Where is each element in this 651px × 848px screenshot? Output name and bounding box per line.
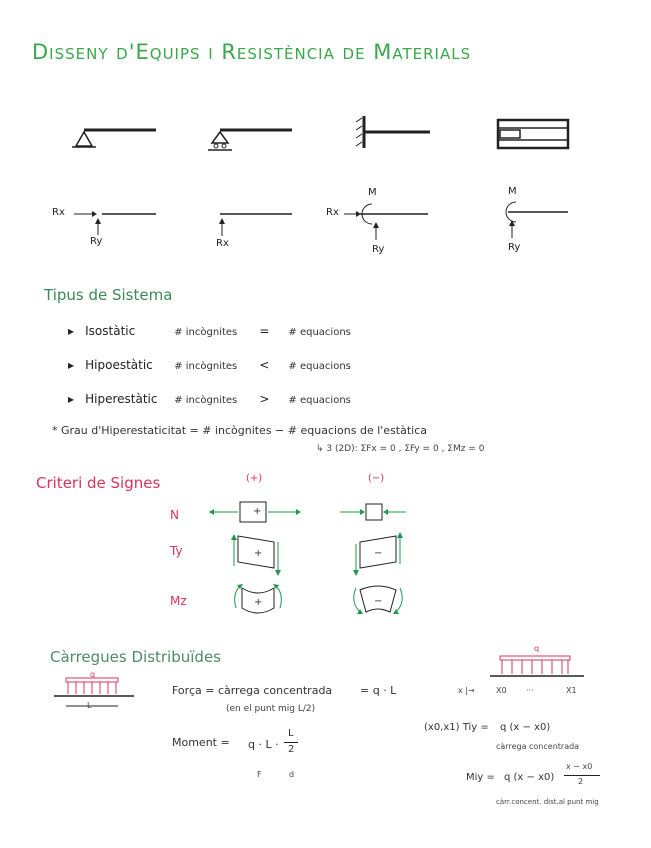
criteri-heading: Criteri de Signes bbox=[36, 474, 161, 492]
tipus-row-hipoestatic: ▸ Hipoestàtic # incògnites < # equacions bbox=[68, 358, 351, 372]
carregues-heading: Càrregues Distribuïdes bbox=[50, 648, 221, 666]
load-l-label: L bbox=[87, 701, 92, 710]
criteri-ty-label: Ty bbox=[170, 544, 183, 558]
x0-label: X0 bbox=[496, 686, 507, 695]
ty-plus-sign: + bbox=[254, 548, 263, 559]
moment-frac-num: L bbox=[288, 728, 294, 739]
moment-expression: q · L · bbox=[248, 738, 279, 751]
reaction-diagrams bbox=[40, 180, 620, 260]
label-ry-3: Ry bbox=[372, 244, 385, 255]
m-equation-mid: q (x − x0) bbox=[504, 772, 555, 783]
label-rx-1: Rx bbox=[52, 207, 65, 218]
fixed-support-icon bbox=[356, 116, 430, 148]
bullet-icon: ▸ bbox=[68, 324, 75, 338]
m-note: càrr.concent. dist.al punt mig bbox=[496, 798, 599, 806]
m-frac-den: 2 bbox=[578, 777, 584, 786]
under-d: d bbox=[289, 770, 295, 779]
mz-minus-sign: − bbox=[374, 596, 383, 607]
support-diagrams bbox=[60, 110, 620, 170]
criteri-mz-label: Mz bbox=[170, 594, 187, 608]
m-equation-left: Miy = bbox=[466, 772, 495, 783]
tipus-heading: Tipus de Sistema bbox=[44, 286, 173, 304]
tipus-row-hiperestatic: ▸ Hiperestàtic # incògnites > # equacions bbox=[68, 392, 351, 406]
forca-text: Força = càrrega concentrada bbox=[172, 684, 333, 697]
moment-frac-den: 2 bbox=[288, 744, 295, 755]
grau-note: ↳ 3 (2D): ΣFx = 0 , ΣFy = 0 , ΣMz = 0 bbox=[316, 444, 485, 454]
beam-q-label: q bbox=[534, 644, 540, 653]
ty-equation-left: (x0,x1) Tiy = bbox=[424, 722, 489, 733]
under-f: F bbox=[257, 770, 262, 779]
label-ry-4: Ry bbox=[508, 242, 521, 253]
m-frac-bar bbox=[564, 775, 600, 776]
pinned-support-icon bbox=[72, 130, 156, 147]
ty-note: càrrega concentrada bbox=[496, 742, 580, 751]
m-frac-num: x − x0 bbox=[566, 762, 593, 771]
label-rx-3: Rx bbox=[326, 207, 339, 218]
bullet-icon: ▸ bbox=[68, 358, 75, 372]
criteri-negative: (−) bbox=[368, 473, 385, 484]
ty-equation-right: q (x − x0) bbox=[500, 722, 551, 733]
tipus-row-isostatic: ▸ Isostàtic # incògnites = # equacions bbox=[68, 324, 351, 338]
criteri-n-label: N bbox=[170, 508, 179, 522]
ty-minus-sign: − bbox=[374, 548, 383, 559]
label-m-3: M bbox=[368, 187, 377, 198]
mz-plus-sign: + bbox=[254, 597, 263, 608]
page-title: Disseny d'Equips i Resistència de Materials bbox=[32, 40, 472, 64]
label-m-4: M bbox=[508, 186, 517, 197]
sign-convention-diagrams bbox=[200, 490, 430, 630]
n-plus-sign: + bbox=[253, 506, 262, 517]
forca-equation: = q · L bbox=[360, 684, 397, 697]
load-q-label: q bbox=[90, 670, 96, 679]
label-ry-2: Rx bbox=[216, 238, 229, 249]
label-ry-1: Ry bbox=[90, 236, 103, 247]
moment-frac-bar bbox=[284, 742, 298, 743]
roller-support-icon bbox=[208, 130, 292, 150]
grau-hiperestaticitat: * Grau d'Hiperestaticitat = # incògnites − # equacions de l'estàtica bbox=[52, 424, 428, 437]
punt-mig-note: (en el punt mig L/2) bbox=[226, 704, 316, 714]
dots-label: ··· bbox=[526, 686, 534, 695]
bullet-icon: ▸ bbox=[68, 392, 75, 406]
criteri-positive: (+) bbox=[246, 473, 263, 484]
sliding-support-icon bbox=[498, 120, 568, 148]
x1-label: X1 bbox=[566, 686, 577, 695]
x-axis-label: x |→ bbox=[458, 686, 475, 695]
moment-label: Moment = bbox=[172, 736, 230, 749]
